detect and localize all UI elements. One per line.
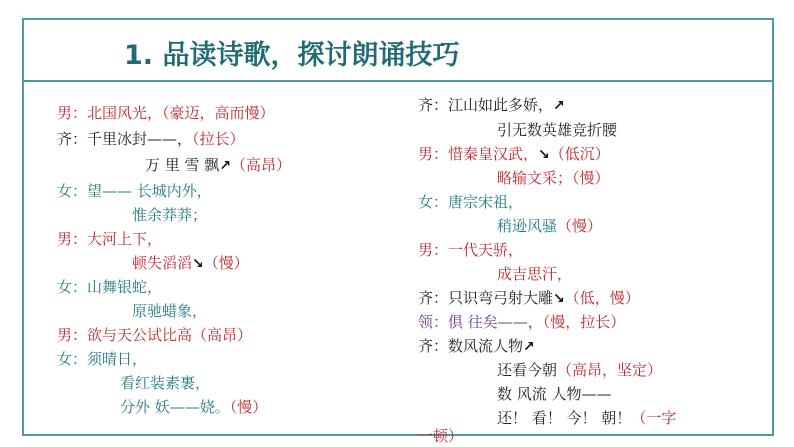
- speaker-all: 齐：: [57, 130, 88, 148]
- poem-line: [497, 216, 602, 236]
- poem-line: [120, 373, 210, 393]
- speaker-male: 男：: [57, 104, 88, 122]
- poem-line: [132, 301, 207, 321]
- line-text: 山舞银蛇，: [87, 278, 163, 296]
- poem-line: [57, 349, 147, 369]
- line-text: 略输文采；: [497, 169, 573, 187]
- speaker-male: 男：: [57, 230, 88, 248]
- reading-note: （慢）: [572, 169, 610, 187]
- arrow-down-right-icon: ↘: [553, 291, 565, 307]
- poem-line: [418, 336, 535, 357]
- reading-note: （高昂）: [231, 156, 292, 174]
- line-text: 望—— 长城内外，: [87, 182, 212, 200]
- line-text: 只识弯弓射大雕: [448, 289, 554, 307]
- speaker-female: 女：: [57, 182, 88, 200]
- line-text: 俱 往矣——，: [448, 313, 543, 331]
- poem-line: [57, 103, 275, 123]
- reading-note: （高昂，坚定）: [557, 361, 663, 379]
- line-text: 顿失滔滔: [132, 254, 193, 272]
- line-text: 还看今朝: [497, 361, 558, 379]
- speaker-female: 女：: [418, 193, 449, 211]
- arrow-up-right-icon: ↗: [553, 98, 565, 114]
- poem-line: [418, 312, 625, 332]
- poem-line: [418, 426, 463, 446]
- poem-line: [497, 408, 676, 428]
- speaker-lead: 领：: [418, 313, 449, 331]
- poem-line: [497, 360, 662, 380]
- poem-line: [145, 155, 291, 176]
- reading-note: （高昂）: [192, 326, 253, 344]
- poem-line: [120, 397, 267, 417]
- line-text: 分外 妖——娆。: [120, 398, 230, 416]
- reading-note: （低，慢）: [564, 289, 640, 307]
- reading-note: （慢）: [229, 398, 268, 416]
- line-text: 北国风光，: [87, 104, 163, 122]
- poem-line: [497, 168, 610, 188]
- line-text: 惜秦皇汉武，: [448, 145, 539, 163]
- reading-note: （慢）: [203, 254, 249, 272]
- poem-line: [497, 384, 612, 404]
- poem-line: [497, 120, 617, 140]
- poem-line: [57, 325, 252, 345]
- poem-line: [418, 288, 640, 309]
- line-text: 原驰蜡象，: [132, 302, 208, 320]
- reading-note: （豪迈，高而慢）: [162, 104, 275, 122]
- poem-line: [57, 129, 245, 149]
- speaker-all: 齐：: [418, 289, 449, 307]
- arrow-up-right-icon: ↗: [523, 339, 535, 355]
- speaker-all: 齐：: [418, 96, 449, 114]
- line-text: 稍逊风骚: [497, 217, 558, 235]
- poem-line: [57, 181, 212, 201]
- line-text: 成吉思汗，: [497, 265, 573, 283]
- speaker-male: 男：: [418, 145, 449, 163]
- poem-line: [57, 277, 162, 297]
- line-text: 一代天骄，: [448, 241, 524, 259]
- line-text: 数 风流 人物——: [497, 385, 612, 403]
- poem-line: [418, 240, 523, 260]
- page-title: 1. 品读诗歌，探讨朗诵技巧: [124, 40, 460, 71]
- poem-line: [418, 192, 523, 212]
- reading-note: （拉长）: [192, 130, 245, 148]
- line-text: 大河上下，: [87, 230, 163, 248]
- poem-line: [418, 144, 610, 165]
- line-text: 惟余莽莽；: [132, 206, 208, 224]
- poem-line: [57, 229, 162, 249]
- speaker-female: 女：: [57, 278, 88, 296]
- speaker-all: 齐：: [418, 337, 449, 355]
- reading-note: （低沉）: [549, 145, 610, 163]
- line-text: 江山如此多娇，: [448, 96, 554, 114]
- arrow-down-right-icon: ↘: [192, 256, 204, 272]
- reading-note: （一字: [631, 409, 677, 427]
- speaker-male: 男：: [57, 326, 88, 344]
- line-text: 欲与天公试比高: [87, 326, 193, 344]
- line-text: 看红装素裹，: [120, 374, 211, 392]
- reading-note: 一顿）: [418, 427, 464, 445]
- arrow-down-right-icon: ↘: [538, 147, 550, 163]
- line-text: 须晴日，: [87, 350, 148, 368]
- line-text: 数风流人物: [448, 337, 524, 355]
- title-bar: [24, 20, 772, 82]
- arrow-up-right-icon: ↗: [219, 158, 232, 174]
- line-text: 万 里 雪 飘: [145, 156, 220, 174]
- reading-note: （慢，拉长）: [542, 313, 626, 331]
- poem-line: [132, 205, 207, 225]
- line-text: 千里冰封——，: [87, 130, 193, 148]
- poem-line: [497, 264, 572, 284]
- speaker-male: 男：: [418, 241, 449, 259]
- reading-note: （慢）: [557, 217, 603, 235]
- poem-line: [418, 95, 565, 116]
- line-text: 唐宗宋祖，: [448, 193, 524, 211]
- speaker-female: 女：: [57, 350, 88, 368]
- line-text: 还！ 看！ 今！ 朝！: [497, 409, 632, 427]
- poem-line: [132, 253, 249, 274]
- line-text: 引无数英雄竞折腰: [497, 121, 618, 139]
